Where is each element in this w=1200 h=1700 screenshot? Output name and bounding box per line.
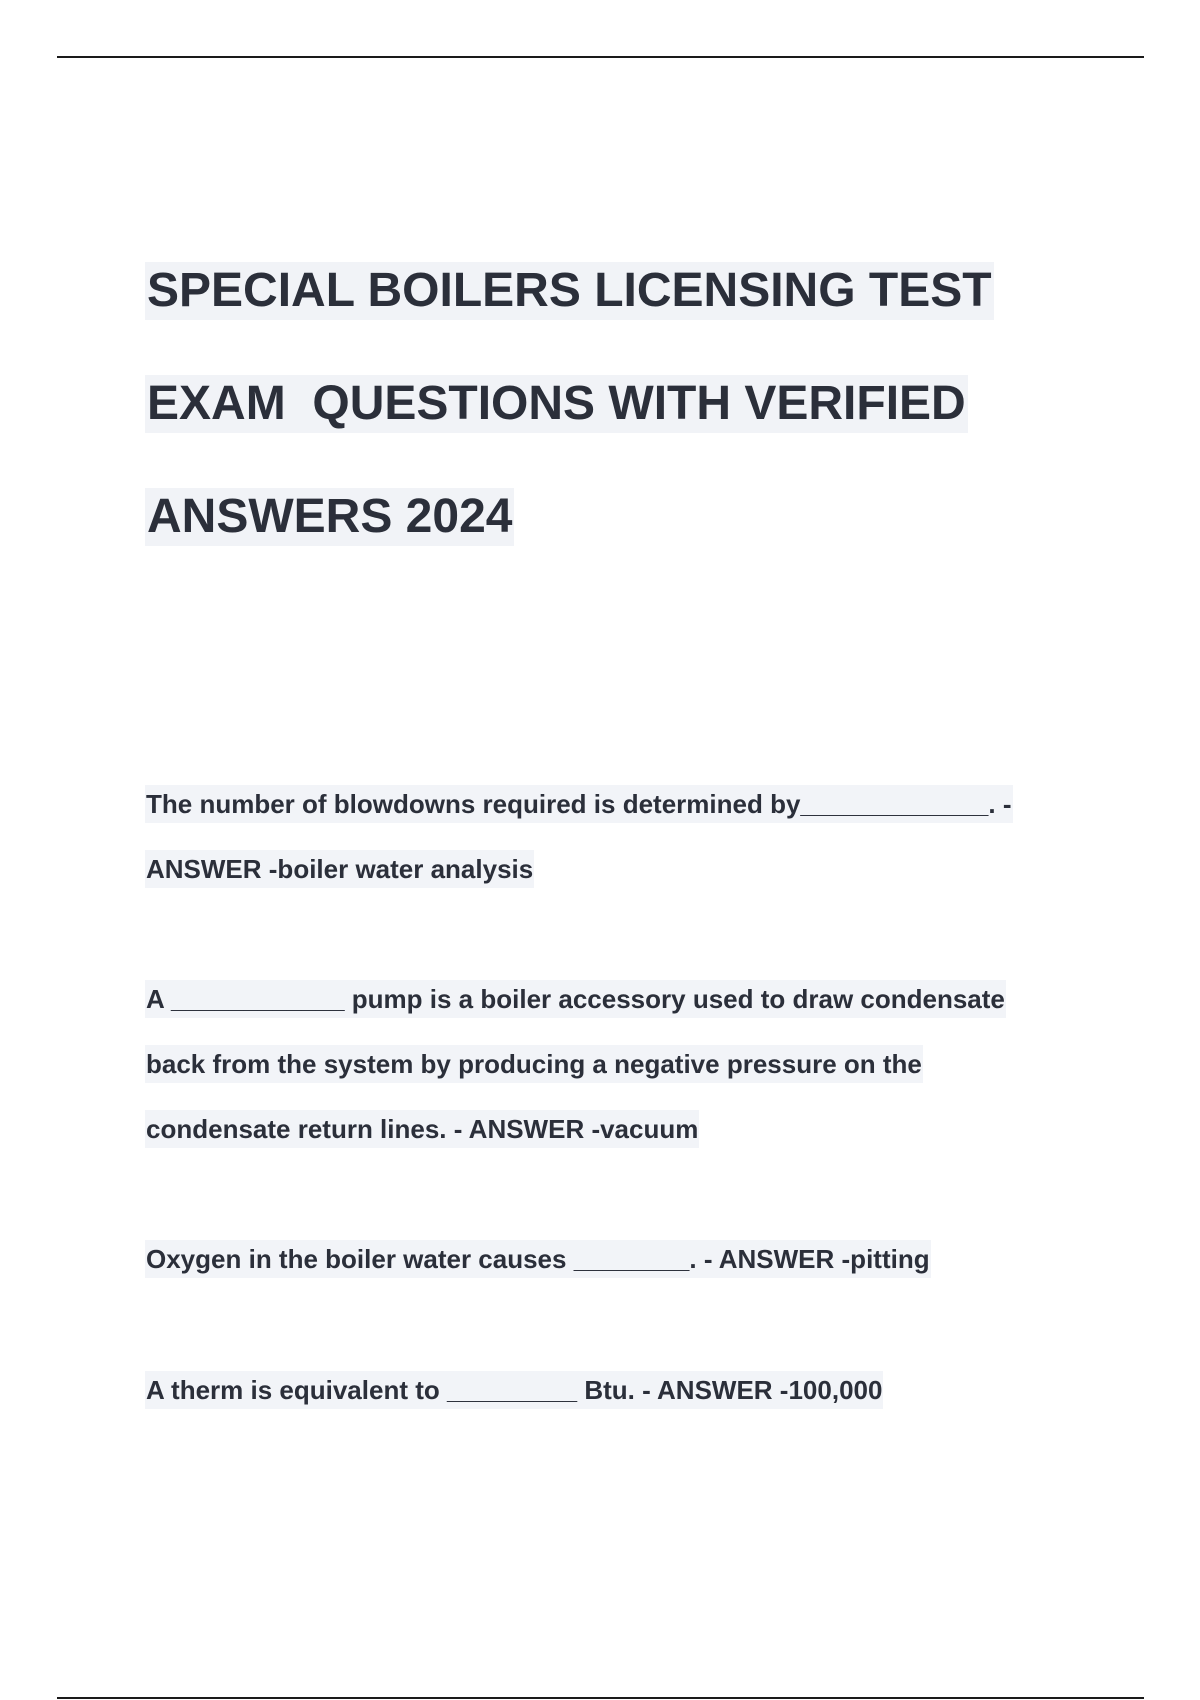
qa-text: condensate return lines. - ANSWER -vacuum <box>145 1110 699 1148</box>
header-rule <box>57 56 1144 58</box>
question-answer-3 <box>145 1240 1105 1305</box>
qa-line <box>145 850 1105 915</box>
qa-line <box>145 785 1105 850</box>
question-answer-1 <box>145 785 1105 915</box>
qa-text: The number of blowdowns required is determined by_____________. - <box>145 785 1013 823</box>
qa-text: back from the system by producing a negative pressure on the <box>145 1045 923 1083</box>
title-text: ANSWERS 2024 <box>145 488 514 546</box>
title-text: SPECIAL BOILERS LICENSING TEST <box>145 262 994 320</box>
qa-line <box>145 1371 1105 1436</box>
title-line <box>145 488 1045 601</box>
qa-line <box>145 1045 1105 1110</box>
qa-line <box>145 1240 1105 1305</box>
title-text: EXAM QUESTIONS WITH VERIFIED <box>145 375 968 433</box>
question-answer-4 <box>145 1371 1105 1436</box>
qa-text: A therm is equivalent to _________ Btu. - ANSWER -100,000 <box>145 1371 883 1409</box>
title-line <box>145 262 1045 375</box>
qa-text: A ____________ pump is a boiler accessory used to draw condensate <box>145 980 1006 1018</box>
title-line <box>145 375 1045 488</box>
qa-line <box>145 1110 1105 1175</box>
question-answer-2 <box>145 980 1105 1175</box>
footer-rule <box>57 1697 1144 1699</box>
qa-text: Oxygen in the boiler water causes ________. - ANSWER -pitting <box>145 1240 931 1278</box>
qa-text: ANSWER -boiler water analysis <box>145 850 534 888</box>
qa-line <box>145 980 1105 1045</box>
document-title <box>145 262 1045 601</box>
